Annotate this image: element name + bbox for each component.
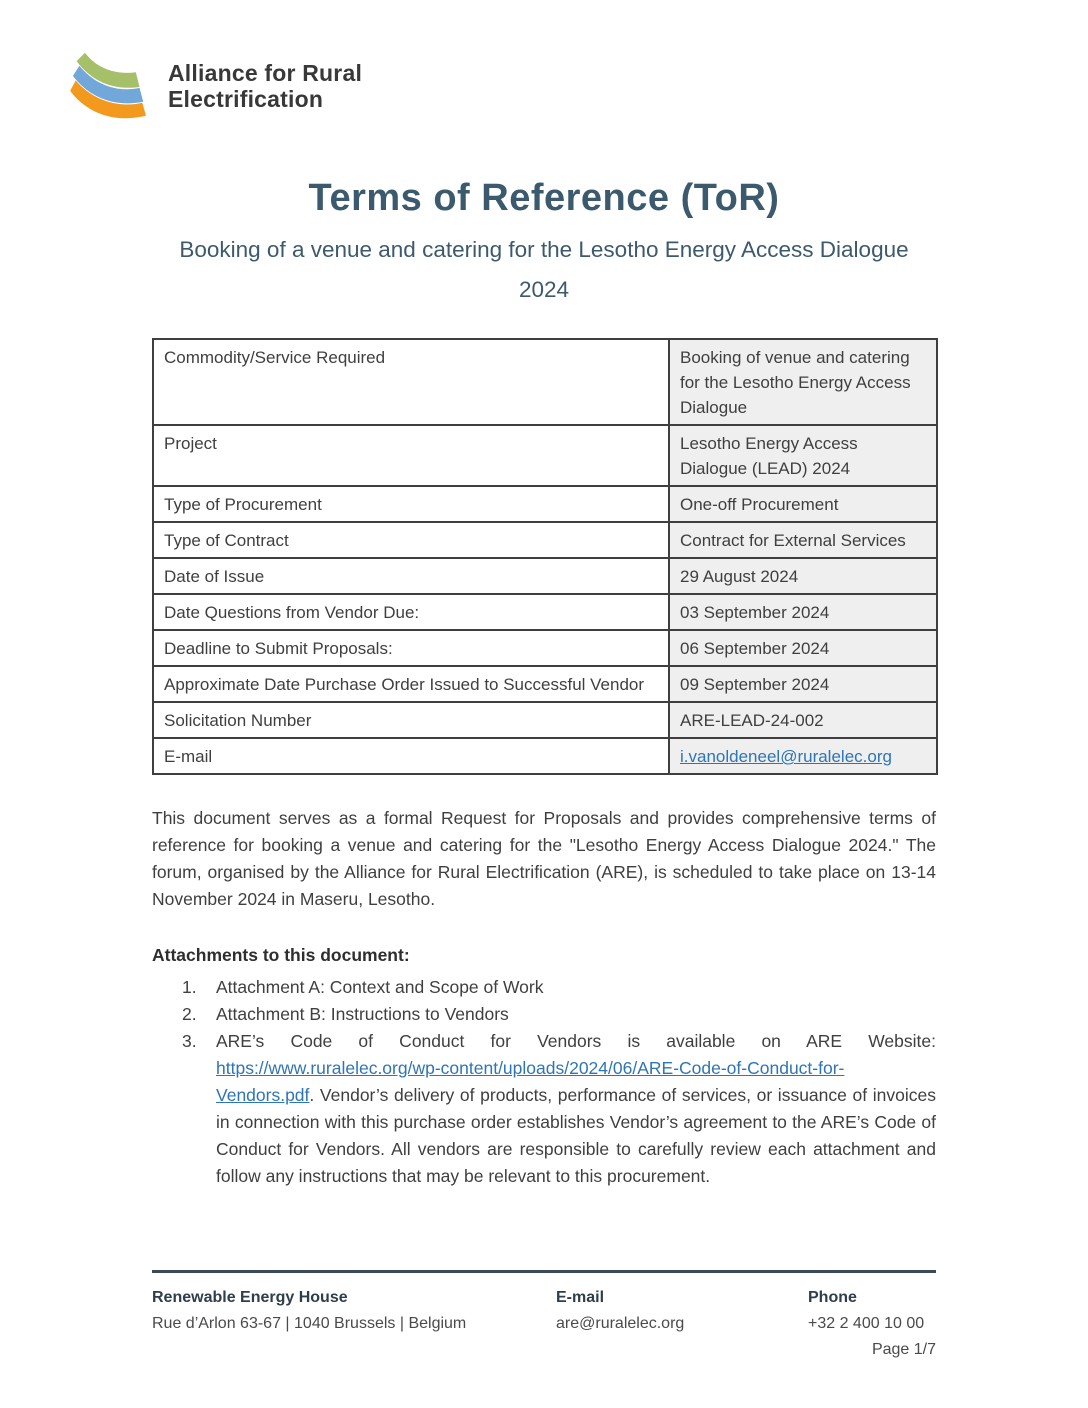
list-item-text: ARE’s Code of Conduct for Vendors is available on ARE Website: xyxy=(216,1031,936,1051)
row-value: Contract for External Services xyxy=(669,522,937,558)
list-item-number: 3. xyxy=(182,1031,197,1051)
list-item-number: 1. xyxy=(182,977,197,997)
table-row xyxy=(153,486,937,522)
contact-email-link[interactable]: i.vanoldeneel@ruralelec.org xyxy=(680,747,892,766)
row-label: Deadline to Submit Proposals: xyxy=(153,630,669,666)
table-row xyxy=(153,339,937,425)
footer-address xyxy=(152,1285,556,1363)
footer-email xyxy=(556,1285,808,1363)
footer-phone-label: Phone xyxy=(808,1289,857,1306)
list-item-text: . Vendor’s delivery of products, performance of services, or issuance of invoices in connection with this purchase order establishes Vendor’s agreement to the ARE’s Code of Conduct for Vendors. All vendors are responsible to carefully review each attachment and follow any instructions that may be relevant to this procurement. xyxy=(216,1085,936,1186)
table-row xyxy=(153,630,937,666)
intro-paragraph: This document serves as a formal Request for Proposals and provides comprehensive terms of reference for booking a venue and catering for the "Lesotho Energy Access Dialogue 2024." The forum, organised by the Alliance for Rural Electrification (ARE), is scheduled to take place on 13-14 November 2024 in Maseru, Lesotho. xyxy=(152,808,936,909)
footer-address-value: Rue d’Arlon 63-67 | 1040 Brussels | Belgium xyxy=(152,1315,467,1332)
footer-email-label: E-mail xyxy=(556,1289,605,1306)
list-item xyxy=(152,1028,936,1190)
list-item xyxy=(152,974,936,1001)
table-row xyxy=(153,594,937,630)
row-value xyxy=(669,738,937,774)
table-row xyxy=(153,738,937,774)
row-value: 29 August 2024 xyxy=(669,558,937,594)
table-row xyxy=(153,522,937,558)
table-row xyxy=(153,666,937,702)
table-row xyxy=(153,702,937,738)
page-subtitle-line2: 2024 xyxy=(518,277,570,302)
row-value: Booking of venue and catering for the Lesotho Energy Access Dialogue xyxy=(669,339,937,425)
page-number: Page 1/7 xyxy=(871,1341,936,1358)
row-label: Type of Procurement xyxy=(153,486,669,522)
row-label: Date of Issue xyxy=(153,558,669,594)
procurement-summary-table xyxy=(152,338,938,775)
table-row xyxy=(153,425,937,486)
row-value: ARE-LEAD-24-002 xyxy=(669,702,937,738)
org-name xyxy=(168,60,362,112)
document-body xyxy=(152,178,936,1190)
page-subtitle xyxy=(152,230,936,310)
page-title: Terms of Reference (ToR) xyxy=(308,177,780,219)
row-value: One-off Procurement xyxy=(669,486,937,522)
row-label: Approximate Date Purchase Order Issued to Successful Vendor xyxy=(153,666,669,702)
row-value: 09 September 2024 xyxy=(669,666,937,702)
page-footer xyxy=(152,1270,936,1363)
org-name-line1: Alliance for Rural xyxy=(168,60,363,86)
page-subtitle-line1: Booking of a venue and catering for the Lesotho Energy Access Dialogue xyxy=(179,237,909,262)
row-label: Solicitation Number xyxy=(153,702,669,738)
attachments-heading: Attachments to this document: xyxy=(152,945,410,965)
letterhead xyxy=(66,50,362,124)
row-label: Date Questions from Vendor Due: xyxy=(153,594,669,630)
list-item-text: Attachment B: Instructions to Vendors xyxy=(216,1004,509,1024)
list-item-number: 2. xyxy=(182,1004,197,1024)
list-item xyxy=(152,1001,936,1028)
footer-address-label: Renewable Energy House xyxy=(152,1289,348,1306)
row-label: Type of Contract xyxy=(153,522,669,558)
attachments-list xyxy=(152,974,936,1190)
list-item-text: Attachment A: Context and Scope of Work xyxy=(216,977,544,997)
table-row xyxy=(153,558,937,594)
footer-phone xyxy=(808,1285,936,1363)
row-label: Project xyxy=(153,425,669,486)
code-of-conduct-link[interactable]: https://www.ruralelec.org/wp-content/uploads/2024/06/ARE-Code-of-Conduct-for-Vendors.pdf xyxy=(216,1058,845,1105)
row-value: 06 September 2024 xyxy=(669,630,937,666)
row-label: E-mail xyxy=(153,738,669,774)
footer-email-value: are@ruralelec.org xyxy=(556,1315,685,1332)
row-value: Lesotho Energy Access Dialogue (LEAD) 2024 xyxy=(669,425,937,486)
row-value: 03 September 2024 xyxy=(669,594,937,630)
are-logo-icon xyxy=(66,50,152,124)
footer-phone-value: +32 2 400 10 00 xyxy=(808,1315,925,1332)
org-name-line2: Electrification xyxy=(168,86,324,112)
row-label: Commodity/Service Required xyxy=(153,339,669,425)
